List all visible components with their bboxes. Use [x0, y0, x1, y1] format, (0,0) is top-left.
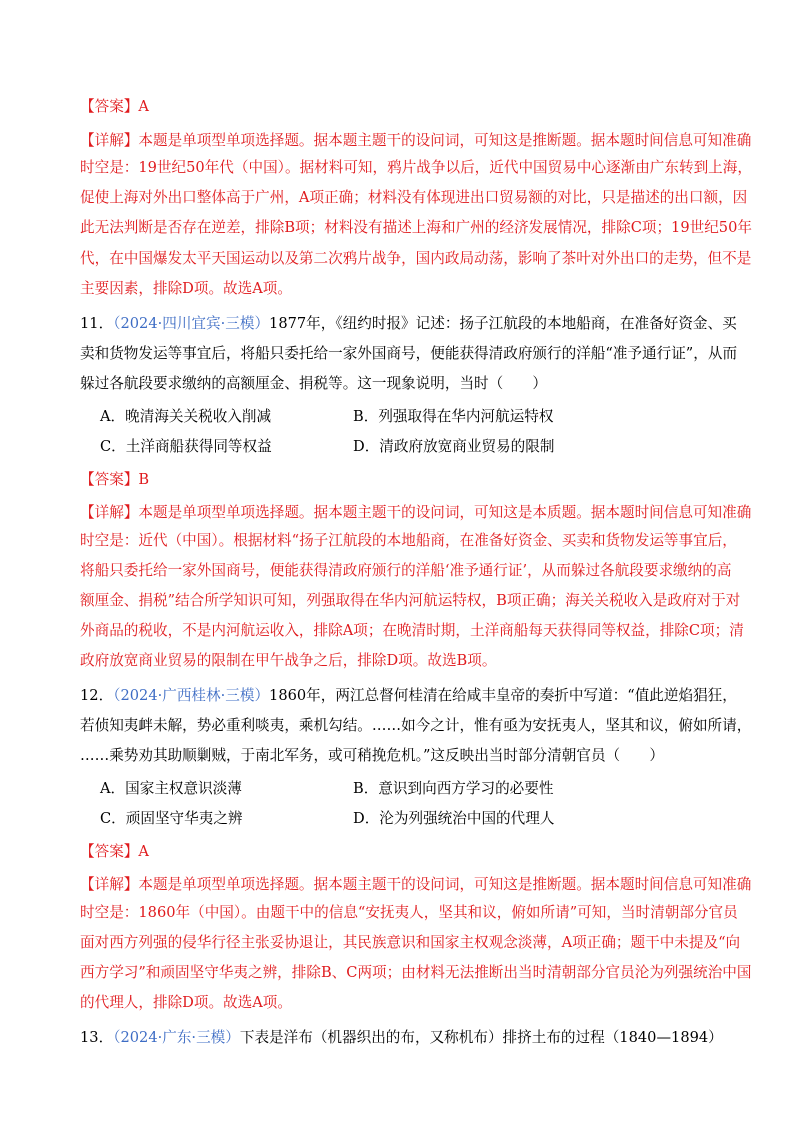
- q11-stem-first-line: [80, 314, 737, 334]
- q11-detail-line: 额厘金、捐税”结合所学知识可知，列强取得在华内河航运特权，B项正确；海关关税收入是政府对于对: [80, 592, 741, 609]
- q13-number: 13．: [80, 1029, 114, 1046]
- q11-stem-line: 躲过各航段要求缴纳的高额厘金、捐税等。这一现象说明，当时（ ）: [80, 375, 548, 392]
- q12-detail-line: 面对西方列强的侵华行径主张妥协退让，其民族意识和国家主权观念淡薄，A项正确；题干中未提及“向: [80, 934, 741, 951]
- q12-option-c: C．顽固坚守华夷之辨: [100, 810, 243, 827]
- q12-source: （2024·广西桂林·三模）: [113, 687, 270, 704]
- q10-detail-line: 时空是：19世纪50年代（中国）。据材料可知，鸦片战争以后，近代中国贸易中心逐渐由广东转到上海，: [80, 159, 752, 176]
- q12-option-d: D．沦为列强统治中国的代理人: [353, 810, 555, 827]
- q12-option-b: B．意识到向西方学习的必要性: [353, 780, 554, 797]
- q12-stem-line: ……乘势劝其助顺剿贼，于南北军务，或可稍挽危机。”这反映出当时部分清朝官员（ ）: [80, 747, 664, 764]
- q11-stem-line: 卖和货物发运等事宜后，将船只委托给一家外国商号，便能获得清政府颁行的洋船“准予通行证”，从而: [80, 345, 738, 362]
- q10-detail-line: 【详解】本题是单项型单项选择题。据本题主题干的设问词，可知这是推断题。据本题时间信息可知准确: [80, 132, 752, 149]
- q12-number: 12．: [80, 687, 114, 704]
- q11-option-c: C．土洋商船获得同等权益: [100, 438, 272, 455]
- q11-detail-line: 外商品的税收，不是内河航运收入，排除A项；在晚清时期，土洋商船每天获得同等权益，排除C项；清: [80, 622, 744, 639]
- q12-stem-first-line: [80, 686, 737, 706]
- q12-detail-line: 时空是：1860年（中国）。由题干中的信息“安抚夷人，坚其和议，俯如所请”可知，当时清朝部分官员: [80, 904, 738, 921]
- q11-source: （2024·四川宜宾·三模）: [113, 315, 270, 332]
- q13-stem-text: 下表是洋布（机器织出的布，又称机布）排挤土布的过程（1840—1894）: [239, 1029, 723, 1046]
- q12-detail-line: 西方学习”和顽固坚守华夷之辨，排除B、C两项；由材料无法推断出当时清朝部分官员沦为列强统治中国: [80, 964, 752, 981]
- q10-answer: 【答案】A: [80, 98, 149, 115]
- q12-stem-line: 若侦知夷衅未解，势必重利啖夷，乘机勾结。……如今之计，惟有亟为安抚夷人，坚其和议，俯如所请，: [80, 717, 752, 734]
- q11-detail-line: 将船只委托给一家外国商号，便能获得清政府颁行的洋船‘准予通行证’，从而躲过各航段要求缴纳的高: [80, 562, 732, 579]
- q11-detail-line: 时空是：近代（中国）。根据材料“扬子江航段的本地船商，在准备好资金、买卖和货物发运等事宜后，: [80, 532, 737, 549]
- q11-number: 11．: [80, 315, 114, 332]
- q13-stem-line: [80, 1028, 723, 1048]
- q11-option-b: B．列强取得在华内河航运特权: [353, 408, 554, 425]
- q12-answer: 【答案】A: [80, 843, 149, 860]
- q13-source: （2024·广东·三模）: [113, 1029, 240, 1046]
- q11-detail-line: 【详解】本题是单项型单项选择题。据本题主题干的设问词，可知这是本质题。据本题时间信息可知准确: [80, 504, 752, 521]
- q11-option-d: D．清政府放宽商业贸易的限制: [353, 438, 555, 455]
- q11-stem-text: 1877年，《纽约时报》记述：扬子江航段的本地船商，在准备好资金、买: [269, 315, 737, 332]
- q12-detail-line: 的代理人，排除D项。故选A项。: [80, 994, 292, 1011]
- q10-detail-line: 代，在中国爆发太平天国运动以及第二次鸦片战争，国内政局动荡，影响了茶叶对外出口的走势，但不是: [80, 250, 752, 267]
- q10-detail-line: 促使上海对外出口整体高于广州，A项正确；材料没有体现进出口贸易额的对比，只是描述的出口额，因: [80, 189, 748, 206]
- q12-option-a: A．国家主权意识淡薄: [100, 780, 242, 797]
- q11-answer: 【答案】B: [80, 471, 150, 488]
- q12-detail-line: 【详解】本题是单项型单项选择题。据本题主题干的设问词，可知这是推断题。据本题时间信息可知准确: [80, 876, 752, 893]
- q12-stem-text: 1860年，两江总督何桂清在给咸丰皇帝的奏折中写道：“值此逆焰猖狂，: [269, 687, 737, 704]
- q10-detail-line: 此无法判断是否存在逆差，排除B项；材料没有描述上海和广州的经济发展情况，排除C项；19世纪50年: [80, 219, 752, 236]
- q10-detail-line: 主要因素，排除D项。故选A项。: [80, 280, 292, 297]
- q11-option-a: A．晚清海关关税收入削减: [100, 408, 272, 425]
- q11-detail-line: 政府放宽商业贸易的限制在甲午战争之后，排除D项。故选B项。: [80, 652, 497, 669]
